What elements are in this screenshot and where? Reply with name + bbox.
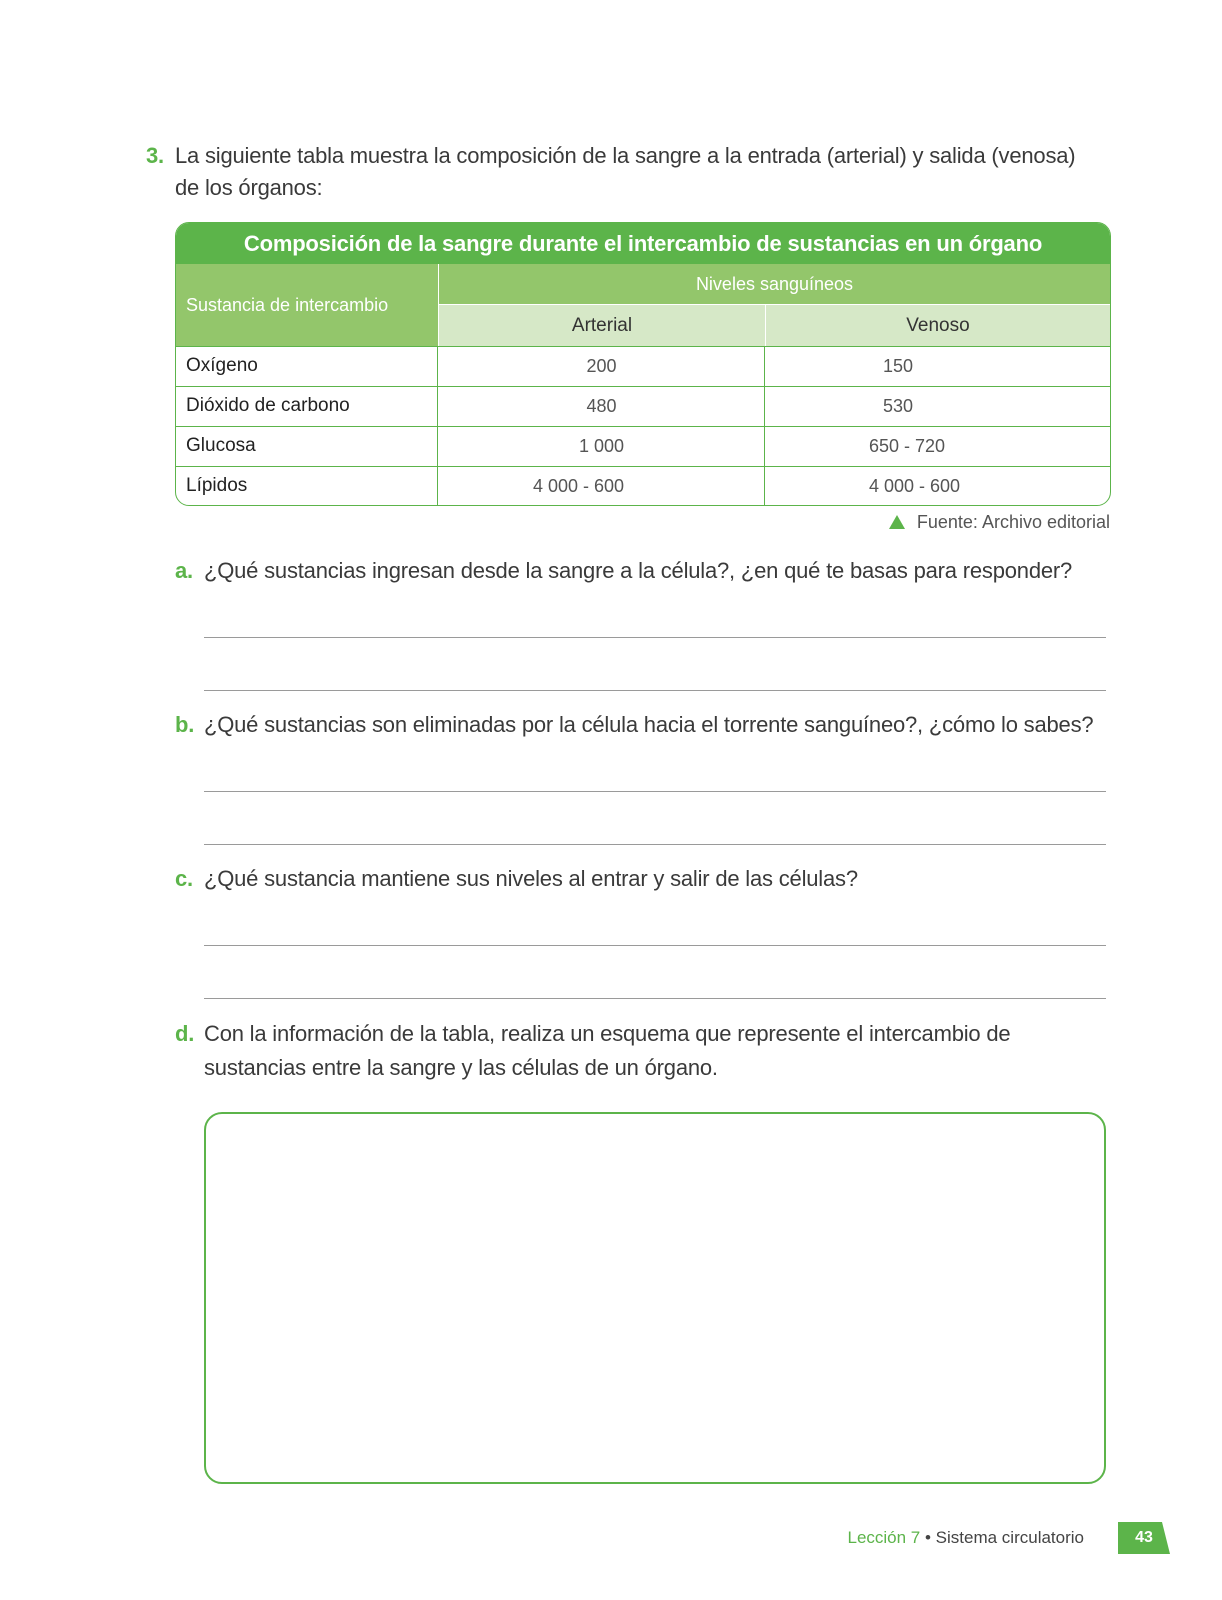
question-a <box>175 554 1095 588</box>
question-text: Con la información de la tabla, realiza un esquema que represente el intercambio de sustancias entre la sangre y las células de un órgano. <box>204 1021 1011 1080</box>
cell-venous: 650 - 720 <box>869 436 946 456</box>
cell-substance: Glucosa <box>176 427 438 466</box>
blood-composition-table <box>175 222 1111 506</box>
cell-substance: Dióxido de carbono <box>176 387 438 426</box>
cell-venous: 4 000 - 600 <box>869 476 961 496</box>
cell-arterial: 200 <box>439 347 765 386</box>
table-row <box>176 346 1110 386</box>
question-number: 3. <box>146 143 164 168</box>
cell-arterial: 1 000 <box>439 427 765 466</box>
footer-topic: Sistema circulatorio <box>935 1528 1084 1547</box>
cell-arterial: 480 <box>439 387 765 426</box>
page-number-badge <box>1118 1522 1170 1554</box>
cell-arterial: 4 000 - 600 <box>439 467 765 506</box>
answer-line[interactable] <box>204 791 1106 792</box>
answer-line[interactable] <box>204 945 1106 946</box>
answer-line[interactable] <box>204 690 1106 691</box>
question-letter: a. <box>175 558 193 583</box>
drawing-box[interactable] <box>204 1112 1106 1484</box>
question-text: ¿Qué sustancias son eliminadas por la célula hacia el torrente sanguíneo?, ¿cómo lo sabes? <box>204 712 1094 737</box>
header-arterial: Arterial <box>439 305 765 346</box>
triangle-icon <box>889 515 905 529</box>
source-text: Fuente: Archivo editorial <box>916 512 1110 532</box>
cell-substance: Oxígeno <box>176 347 438 386</box>
question-d <box>175 1017 1095 1085</box>
question-text: ¿Qué sustancias ingresan desde la sangre a la célula?, ¿en qué te basas para responder? <box>204 558 1073 583</box>
footer <box>847 1528 1084 1548</box>
table-source <box>889 512 1110 533</box>
question-letter: d. <box>175 1021 195 1046</box>
footer-lesson: Lección 7 <box>847 1528 921 1547</box>
header-levels: Niveles sanguíneos <box>439 264 1110 304</box>
answer-line[interactable] <box>204 637 1106 638</box>
question-3 <box>146 140 1086 204</box>
table-header <box>176 264 1110 346</box>
question-b <box>175 708 1095 742</box>
question-c <box>175 862 1095 896</box>
question-text: ¿Qué sustancia mantiene sus niveles al entrar y salir de las células? <box>204 866 858 891</box>
answer-line[interactable] <box>204 998 1106 999</box>
table-row <box>176 466 1110 506</box>
page-number: 43 <box>1135 1529 1153 1546</box>
question-letter: b. <box>175 712 195 737</box>
cell-venous: 530 <box>883 396 914 416</box>
table-row <box>176 426 1110 466</box>
cell-substance: Lípidos <box>176 467 438 506</box>
question-text: La siguiente tabla muestra la composición de la sangre a la entrada (arterial) y salida (venosa) de los órganos: <box>175 143 1076 200</box>
header-substance: Sustancia de intercambio <box>176 264 438 346</box>
header-venous: Venoso <box>766 305 1110 346</box>
answer-line[interactable] <box>204 844 1106 845</box>
question-letter: c. <box>175 866 193 891</box>
footer-separator: • <box>920 1528 936 1547</box>
cell-venous: 150 <box>883 356 914 376</box>
table-row <box>176 386 1110 426</box>
table-title: Composición de la sangre durante el intercambio de sustancias en un órgano <box>176 223 1110 264</box>
